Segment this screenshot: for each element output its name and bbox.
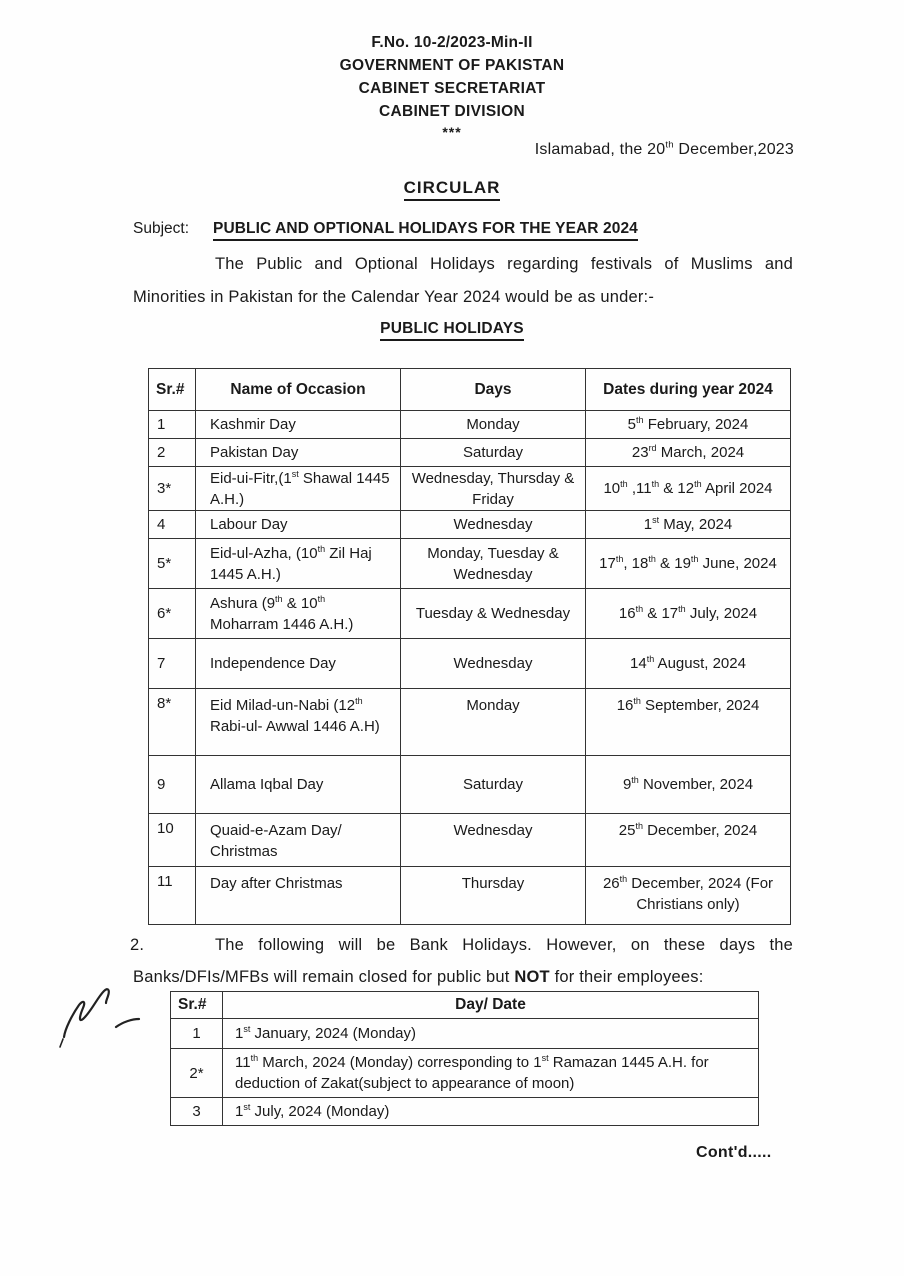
dates-cell: 17th, 18th & 19th June, 2024 [586, 539, 791, 589]
dates-cell: 25th December, 2024 [586, 814, 791, 867]
intro-paragraph: The Public and Optional Holidays regarding festivals of Muslims and Minorities in Pakistan for the Calendar Year 2024 would be as under:- [133, 255, 793, 306]
secretariat-line: CABINET SECRETARIAT [358, 80, 546, 97]
sr-cell: 2* [171, 1049, 223, 1098]
days-cell: Saturday [401, 439, 586, 467]
dates-cell: 16th & 17th July, 2024 [586, 589, 791, 639]
occasion-cell: Eid-ul-Azha, (10th Zil Haj 1445 A.H.) [196, 539, 401, 589]
dates-cell: 23rd March, 2024 [586, 439, 791, 467]
public-holidays-table [148, 368, 791, 925]
sr-cell: 4 [149, 511, 196, 539]
paragraph-2-text: The following will be Bank Holidays. However, on these days the Banks/DFIs/MFBs will remain closed for public but NOT for their employees: [133, 936, 793, 986]
days-cell: Wednesday, Thursday & Friday [401, 467, 586, 511]
occasion-cell: Kashmir Day [196, 411, 401, 439]
table-header-row [171, 992, 759, 1019]
day-date-cell: 1st July, 2024 (Monday) [223, 1098, 759, 1126]
days-cell: Wednesday [401, 814, 586, 867]
dates-cell: 26th December, 2024 (For Christians only) [586, 867, 791, 925]
table-row [149, 814, 791, 867]
occasion-cell: Eid Milad-un-Nabi (12th Rabi-ul- Awwal 1446 A.H) [196, 689, 401, 756]
public-holidays-title: PUBLIC HOLIDAYS [380, 320, 524, 341]
days-cell: Monday [401, 411, 586, 439]
dates-cell: 10th ,11th & 12th April 2024 [586, 467, 791, 511]
division-line: CABINET DIVISION [378, 103, 526, 120]
place-date-line: Islamabad, the 20th December,2023 [534, 139, 794, 158]
table-row [149, 539, 791, 589]
subject-text: PUBLIC AND OPTIONAL HOLIDAYS FOR THE YEAR 2024 [213, 220, 638, 241]
dates-cell: 14th August, 2024 [586, 639, 791, 689]
days-cell: Monday, Tuesday & Wednesday [401, 539, 586, 589]
sr-cell: 9 [149, 756, 196, 814]
occasion-cell: Eid-ui-Fitr,(1st Shawal 1445 A.H.) [196, 467, 401, 511]
occasion-cell: Quaid-e-Azam Day/ Christmas [196, 814, 401, 867]
sr-cell: 5* [149, 539, 196, 589]
paragraph-2 [130, 929, 793, 993]
occasion-cell: Ashura (9th & 10th Moharram 1446 A.H.) [196, 589, 401, 639]
sr-cell: 2 [149, 439, 196, 467]
col-header-occasion: Name of Occasion [196, 369, 401, 411]
subject-label: Subject: [133, 220, 190, 237]
dates-cell: 1st May, 2024 [586, 511, 791, 539]
sr-cell: 6* [149, 589, 196, 639]
days-cell: Thursday [401, 867, 586, 925]
government-line: GOVERNMENT OF PAKISTAN [339, 57, 565, 74]
bank-holidays-table [170, 991, 759, 1126]
day-date-cell: 1st January, 2024 (Monday) [223, 1019, 759, 1049]
file-number: F.No. 10-2/2023-Min-II [371, 34, 533, 51]
days-cell: Tuesday & Wednesday [401, 589, 586, 639]
doc-header [0, 34, 904, 140]
table-row [149, 689, 791, 756]
days-cell: Monday [401, 689, 586, 756]
col-header-day-date: Day/ Date [223, 992, 759, 1019]
sr-cell: 3* [149, 467, 196, 511]
table-row [149, 589, 791, 639]
sr-cell: 1 [171, 1019, 223, 1049]
subject-row [133, 220, 793, 241]
sr-cell: 7 [149, 639, 196, 689]
sr-cell: 8* [149, 689, 196, 756]
days-cell: Saturday [401, 756, 586, 814]
occasion-cell: Labour Day [196, 511, 401, 539]
occasion-cell: Day after Christmas [196, 867, 401, 925]
table-row [171, 1019, 759, 1049]
col-header-dates: Dates during year 2024 [586, 369, 791, 411]
occasion-cell: Pakistan Day [196, 439, 401, 467]
days-cell: Wednesday [401, 639, 586, 689]
table-row [149, 511, 791, 539]
table-row [149, 439, 791, 467]
dates-cell: 9th November, 2024 [586, 756, 791, 814]
occasion-cell: Allama Iqbal Day [196, 756, 401, 814]
sr-cell: 1 [149, 411, 196, 439]
circular-title: CIRCULAR [404, 178, 501, 201]
table-row [149, 639, 791, 689]
col-header-days: Days [401, 369, 586, 411]
col-header-sr: Sr.# [149, 369, 196, 411]
table-row [171, 1049, 759, 1098]
paragraph-number: 2. [130, 936, 145, 954]
separator-stars: *** [442, 124, 462, 140]
table-row [171, 1098, 759, 1126]
dates-cell: 16th September, 2024 [586, 689, 791, 756]
sr-cell: 3 [171, 1098, 223, 1126]
table-row [149, 411, 791, 439]
days-cell: Wednesday [401, 511, 586, 539]
col-header-sr: Sr.# [171, 992, 223, 1019]
table-row [149, 867, 791, 925]
circular-title-wrap [0, 178, 904, 201]
dates-cell: 5th February, 2024 [586, 411, 791, 439]
sr-cell: 11 [149, 867, 196, 925]
handwritten-mark [50, 981, 150, 1051]
contd-label: Cont'd..... [696, 1144, 772, 1161]
public-holidays-title-wrap [0, 320, 904, 341]
table-row [149, 467, 791, 511]
occasion-cell: Independence Day [196, 639, 401, 689]
table-row [149, 756, 791, 814]
sr-cell: 10 [149, 814, 196, 867]
day-date-cell: 11th March, 2024 (Monday) corresponding to 1st Ramazan 1445 A.H. for deduction of Zakat(subject to appearance of moon) [223, 1049, 759, 1098]
table-header-row [149, 369, 791, 411]
